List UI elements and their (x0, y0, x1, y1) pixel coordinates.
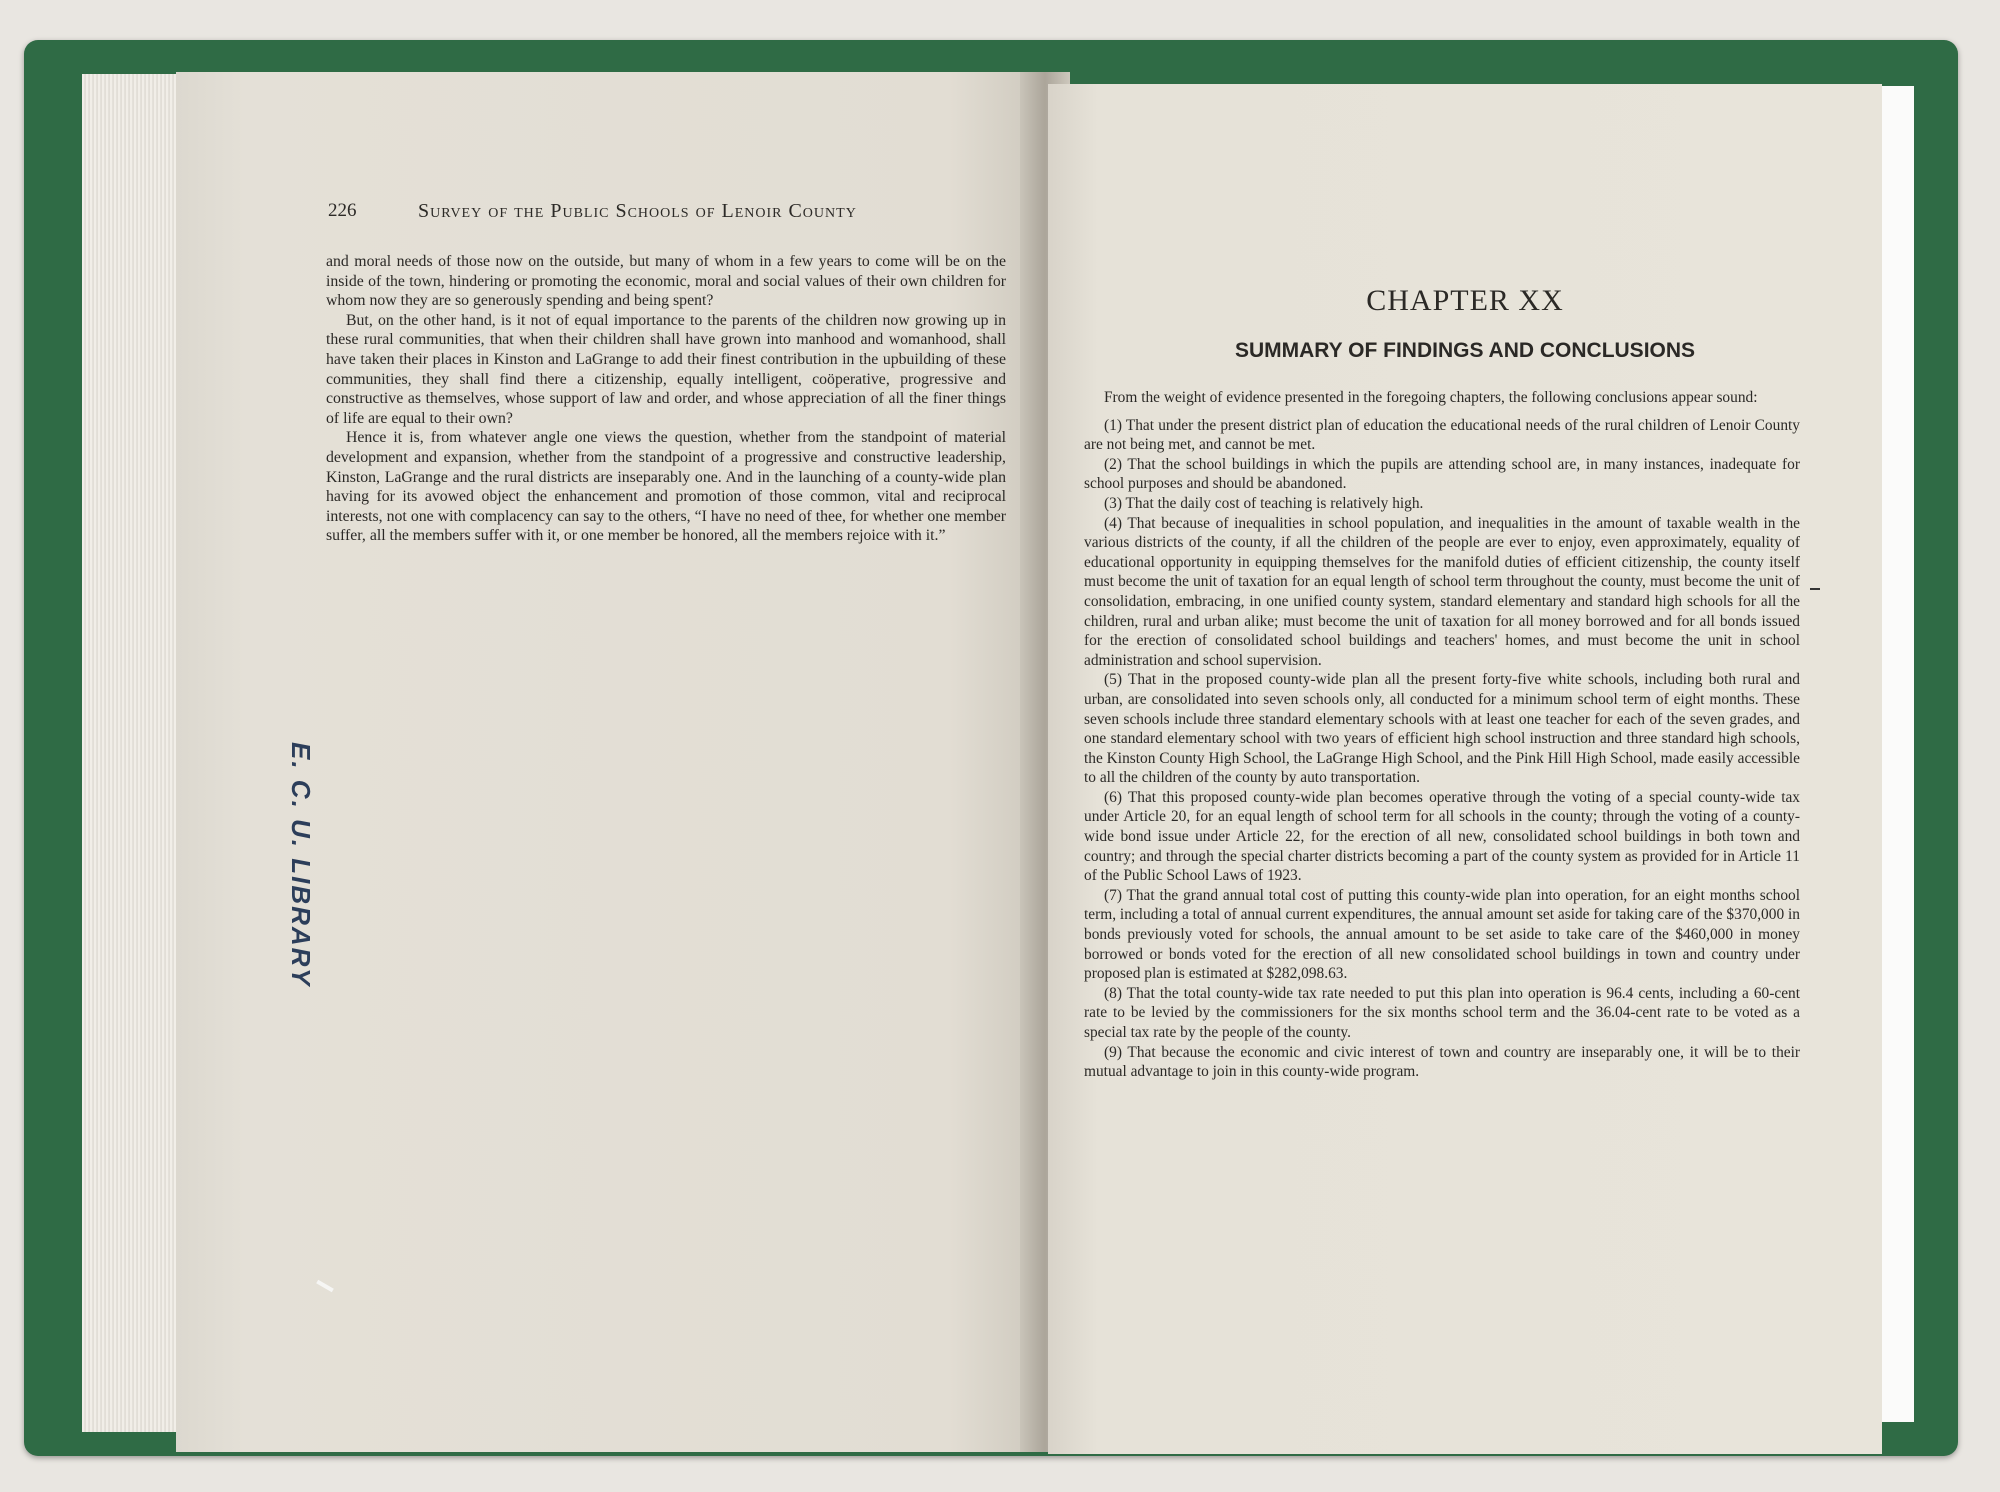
page-number: 226 (328, 200, 357, 221)
finding-item: (8) That the total county-wide tax rate needed to put this plan into operation is 96.4 cents, including a 60-cent rate to be levied by the commissioners for the six months school term and the 36.04-cent rate to be voted as a special tax rate by the people of the county. (1084, 984, 1800, 1041)
finding-item: (9) That because the economic and civic interest of town and country are inseparably one, it will be to their mutual advantage to join in this county-wide program. (1084, 1043, 1800, 1081)
paragraph: Hence it is, from whatever angle one views the question, whether from the standpoint of material development and expansion, whether from the standpoint of a progressive and constructive leadership, Kinston, LaGrange and the rural districts are inseparably one. And in the launching of a county-wide plan having for its avowed object the enhancement and promotion of those common, vital and reciprocal interests, not one with complacency can say to the others, “I have no need of thee, for whether one member suffer, all the members suffer with it, or one member be honored, all the members rejoice with it.” (326, 429, 1006, 545)
finding-item: (5) That in the proposed county-wide plan all the present forty-five white schools, including both rural and urban, are consolidated into seven schools only, all conducted for a minimum school term of eight months. These seven schools include three standard elementary schools with at least one teacher for each of the seven grades, and one standard elementary school with two years of efficient high school instruction and three standard high schools, the Kinston County High School, the LaGrange High School, and the Pink Hill High School, made easily accessible to all the children of the county by auto transportation. (1084, 671, 1800, 787)
right-page-body (1084, 388, 1800, 1082)
chapter-title: SUMMARY OF FINDINGS AND CONCLUSIONS (1234, 339, 1696, 362)
library-stamp-text: E. C. U. LIBRARY (286, 742, 316, 988)
margin-pencil-mark (1810, 588, 1820, 590)
paragraph: But, on the other hand, is it not of equal importance to the parents of the children now growing up in these rural communities, that when their children shall have grown into manhood and womanhood, shall have taken their places in Kinston and LaGrange to add their finest contribution in the upbuilding of these communities, they shall find there a citizenship, equally intelligent, coöperative, progressive and constructive as themselves, whose support of law and order, and whose appreciation of all the finer things of life are equal to their own? (326, 311, 1006, 427)
paragraph: and moral needs of those now on the outside, but many of whom in a few years to come will be on the inside of the town, hindering or promoting the economic, moral and social values of their own children for whom now they are so generously spending and being spent? (326, 253, 1006, 310)
left-page (176, 72, 1036, 1452)
left-page-body (326, 252, 1006, 546)
right-page (1048, 84, 1882, 1454)
page-mark (316, 1280, 334, 1292)
finding-item: (2) That the school buildings in which the pupils are attending school are, in many instances, inadequate for school purposes and should be abandoned. (1084, 455, 1800, 493)
running-head: Survey of the Public Schools of Lenoir County (418, 200, 857, 222)
finding-item: (4) That because of inequalities in school population, and inequalities in the amount of taxable wealth in the various districts of the county, if all the children of the people are ever to enjoy, even approximately, equality of educational opportunity in equipping themselves for the manifold duties of efficient citizenship, the county itself must become the unit of taxation for an equal length of school term throughout the county, must become the unit of consolidation, embracing, in one unified county system, standard elementary and standard high schools for all the children, rural and urban alike; must become the unit of taxation for all money borrowed and for all bonds issued for the erection of consolidated school buildings and teachers' homes, and must become the unit in school administration and school supervision. (1084, 514, 1800, 669)
finding-item: (1) That under the present district plan of education the educational needs of the rural children of Lenoir County are not being met, and cannot be met. (1084, 416, 1800, 454)
finding-item: (3) That the daily cost of teaching is relatively high. (1104, 494, 1424, 512)
finding-item: (6) That this proposed county-wide plan becomes operative through the voting of a special county-wide tax under Article 20, for an equal length of school term for all schools in the county; through the voting of a county-wide bond issue under Article 22, for the erection of all new, consolidated school buildings in both town and country; and through the special charter districts becoming a part of the county system as provided for in Article 11 of the Public School Laws of 1923. (1084, 788, 1800, 885)
intro-paragraph: From the weight of evidence presented in the foregoing chapters, the following conclusions appear sound: (1104, 389, 1758, 406)
page-edges (82, 74, 180, 1432)
chapter-heading: CHAPTER XX (1366, 284, 1564, 317)
page-header (328, 200, 1008, 230)
library-stamp (276, 742, 326, 988)
finding-item: (7) That the grand annual total cost of putting this county-wide plan into operation, for an eight months school term, including a total of annual current expenditures, the annual amount set aside for taking care of the $370,000 in bonds previously voted for schools, the annual amount to be set aside to take care of the $460,000 in money borrowed or bonds voted for the erection of all new consolidated school buildings in town and country under proposed plan is estimated at $282,098.63. (1084, 886, 1800, 983)
